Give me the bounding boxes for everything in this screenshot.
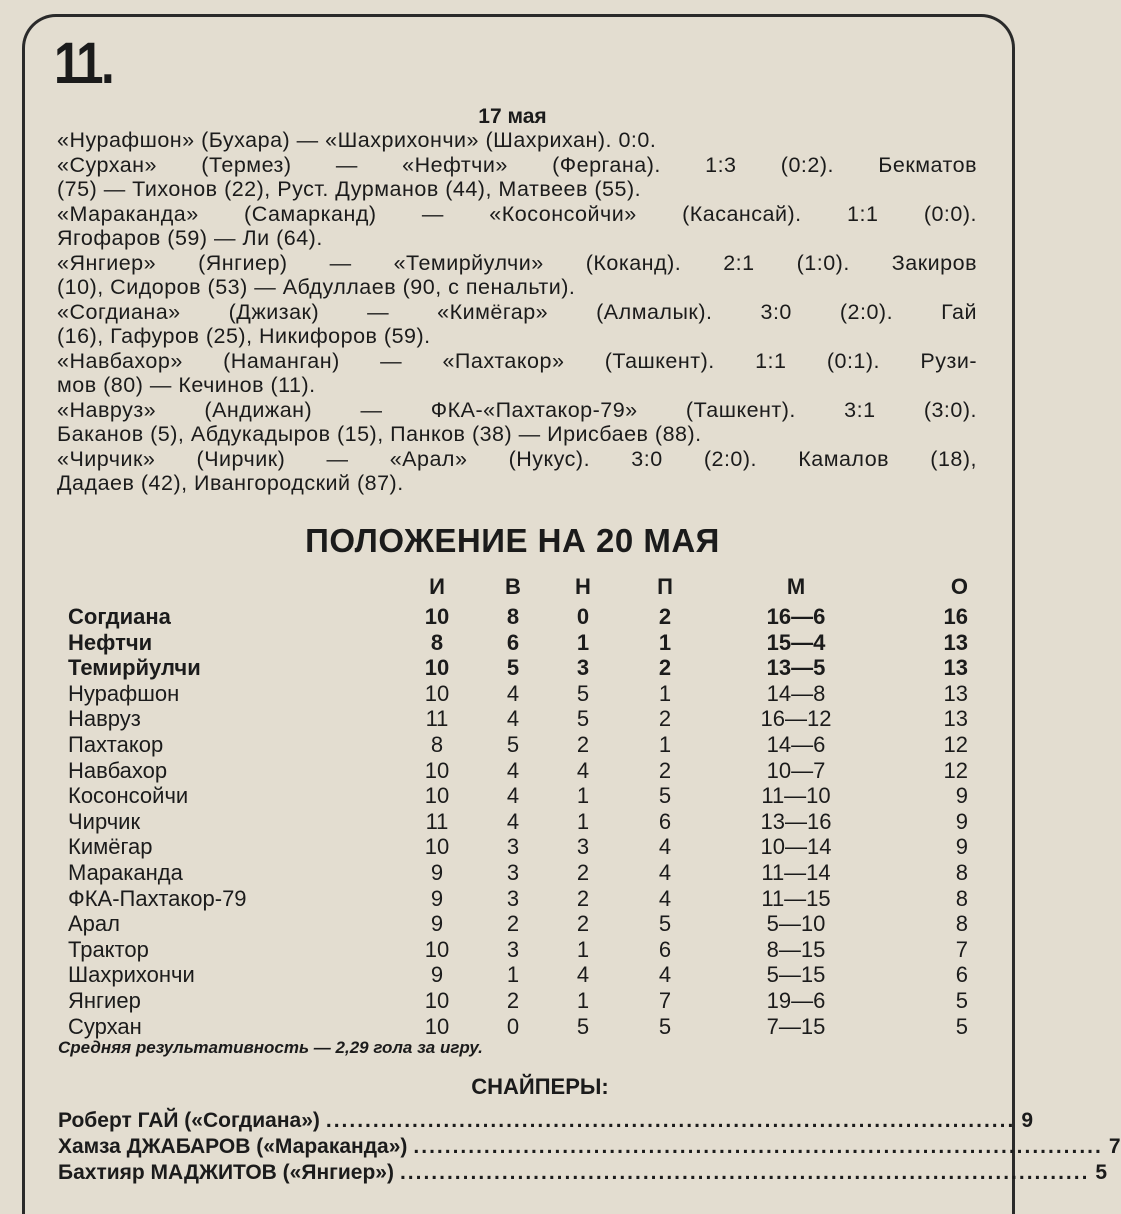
lost: 6 [658,808,672,834]
result-line: «Нурафшон» (Бухара) — «Шахрихончи» (Шахрихан). 0:0. [57,128,657,152]
played: 8 [430,731,444,757]
team-name: ФКА-Пахтакор-79 [68,885,247,911]
won: 5 [506,731,520,757]
played: 10 [424,1013,450,1039]
won: 2 [506,911,520,937]
won: 1 [506,962,520,988]
goals: 11—10 [761,783,831,809]
table-row [68,809,978,835]
result-line: Баканов (5), Абдукадыров (15), Панков (38) — Ирисбаев (88). [57,422,702,446]
drawn: 2 [576,885,590,911]
played: 9 [430,859,444,885]
drawn: 3 [576,655,590,681]
result-line: Ягофаров (59) — Ли (64). [57,226,323,250]
scorers-list [58,1108,1121,1186]
won: 2 [506,987,520,1013]
leader-dots: ........................................................................................ [325,1109,1016,1132]
team-name: Темирйулчи [68,655,201,681]
goals: 10—7 [766,757,826,783]
team-name: Навбахор [68,757,168,783]
table-row [68,886,978,912]
drawn: 4 [576,757,590,783]
table-row [68,630,978,656]
match-date: 17 мая [478,105,547,128]
leader-dots: ........................................................................................ [399,1161,1090,1184]
table-row [68,1014,978,1040]
points: 5 [955,987,968,1013]
lost: 7 [658,987,672,1013]
lost: 2 [658,604,672,629]
won: 8 [506,604,520,629]
drawn: 1 [576,629,590,655]
goals: 13—5 [766,655,826,681]
table-row [68,758,978,784]
scorers-title: СНАЙПЕРЫ: [471,1074,609,1099]
team-name: Сурхан [68,1013,142,1039]
col-header-won: В [505,574,521,599]
played: 10 [424,783,450,809]
team-name: Согдиана [68,604,171,629]
drawn: 4 [576,962,590,988]
played: 10 [424,604,450,629]
result-line: «Согдиана» (Джизак) — «Кимёгар» (Алмалык). 3:0 (2:0). Гай [57,299,977,324]
scorer-row [58,1108,1033,1134]
team-name: Шахрихончи [68,962,195,988]
team-name: Мараканда [68,859,183,885]
scorer-row [58,1160,1108,1186]
scorer-goals: 9 [1021,1109,1033,1132]
lost: 4 [658,885,672,911]
points: 13 [943,655,968,681]
team-name: Трактор [68,936,149,962]
scorer-name: Роберт ГАЙ («Согдиана») [58,1109,320,1132]
table-row [68,962,978,988]
played: 10 [424,680,450,706]
table-row [68,681,978,707]
drawn: 5 [576,1013,590,1039]
goals: 10—14 [760,834,832,860]
goals: 11—14 [761,859,831,885]
drawn: 1 [576,808,590,834]
result-line: мов (80) — Кечинов (11). [57,373,316,397]
points: 13 [943,629,968,655]
drawn: 1 [576,783,590,809]
goals: 7—15 [766,1013,826,1039]
drawn: 2 [576,731,590,757]
points: 13 [943,680,968,706]
lost: 4 [658,962,672,988]
drawn: 5 [576,680,590,706]
result-line: (16), Гафуров (25), Никифоров (59). [57,324,431,348]
standings-title: ПОЛОЖЕНИЕ НА 20 МАЯ [305,522,720,559]
won: 4 [506,783,520,809]
goals: 14—6 [766,731,826,757]
result-line: (75) — Тихонов (22), Руст. Дурманов (44), Матвеев (55). [57,177,642,201]
lost: 4 [658,834,672,860]
won: 4 [506,680,520,706]
scorer-name: Хамза ДЖАБАРОВ («Мараканда») [58,1135,408,1158]
team-name: Янгиер [68,987,141,1013]
team-name: Кимёгар [68,834,153,860]
goals: 16—12 [760,706,832,732]
table-row [68,834,978,860]
drawn: 3 [576,834,590,860]
result-line: Дадаев (42), Ивангородский (87). [57,471,404,495]
lost: 5 [658,1013,672,1039]
drawn: 5 [576,706,590,732]
col-header-played: И [429,574,445,599]
table-body [68,604,978,1039]
played: 9 [430,885,444,911]
points: 9 [955,808,968,834]
won: 5 [506,655,520,681]
average-note: Средняя результативность — 2,29 гола за игру. [58,1038,483,1057]
scorer-row [58,1134,1121,1160]
drawn: 1 [576,936,590,962]
goals: 8—15 [766,936,826,962]
result-line: «Янгиер» (Янгиер) — «Темирйулчи» (Коканд). 2:1 (1:0). Закиров [57,250,977,275]
played: 10 [424,987,450,1013]
drawn: 2 [576,859,590,885]
played: 10 [424,757,450,783]
match-results [57,128,977,496]
played: 9 [430,962,444,988]
table-row [68,604,978,630]
drawn: 1 [576,987,590,1013]
drawn: 0 [576,604,590,629]
goals: 5—10 [766,911,826,937]
col-header-lost: П [657,574,673,599]
leader-dots: ........................................................................................ [413,1135,1103,1158]
standings-table [68,570,978,1039]
won: 4 [506,706,520,732]
goals: 19—6 [766,987,826,1013]
scorer-name: Бахтияр МАДЖИТОВ («Янгиер») [58,1161,394,1184]
table-row [68,732,978,758]
lost: 4 [658,859,672,885]
table-row [68,860,978,886]
won: 4 [506,757,520,783]
scorer-goals: 5 [1095,1161,1108,1184]
team-name: Чирчик [68,808,141,834]
result-line: «Навбахор» (Наманган) — «Пахтакор» (Ташкент). 1:1 (0:1). Рузи- [57,348,977,373]
played: 9 [430,911,444,937]
points: 9 [955,834,968,860]
played: 11 [425,706,449,732]
result-line: «Чирчик» (Чирчик) — «Арал» (Нукус). 3:0 (2:0). Камалов (18), [57,446,977,471]
drawn: 2 [576,911,590,937]
won: 3 [506,936,520,962]
points: 7 [955,936,968,962]
table-row [68,706,978,732]
played: 10 [424,936,450,962]
team-name: Косонсойчи [68,783,189,809]
points: 8 [955,859,968,885]
won: 3 [506,885,520,911]
result-line: «Сурхан» (Термез) — «Нефтчи» (Фергана). 1:3 (0:2). Бекматов [57,152,977,177]
lost: 1 [658,629,672,655]
col-header-points: О [950,574,968,599]
goals: 13—16 [760,808,832,834]
points: 12 [943,757,968,783]
played: 10 [424,834,450,860]
points: 9 [955,783,968,809]
points: 8 [955,911,968,937]
points: 13 [943,706,968,732]
col-header-drawn: Н [575,574,591,599]
lost: 2 [658,706,672,732]
team-name: Нефтчи [68,629,153,655]
played: 10 [424,655,450,681]
points: 16 [943,604,968,629]
table-row [68,655,978,681]
won: 3 [506,859,520,885]
goals: 5—15 [766,962,826,988]
table-header [68,570,978,604]
won: 6 [506,629,520,655]
won: 4 [506,808,520,834]
played: 11 [425,808,449,834]
result-line: «Мараканда» (Самарканд) — «Косонсойчи» (Касансай). 1:1 (0:0). [57,201,977,226]
col-header-goals: М [786,574,806,599]
page-number: 11. [54,31,113,96]
team-name: Навруз [68,706,141,732]
goals: 11—15 [761,885,831,911]
points: 12 [943,731,968,757]
table-row [68,911,978,937]
result-line: (10), Сидоров (53) — Абдуллаев (90, с пенальти). [57,275,576,299]
team-name: Арал [68,911,120,937]
lost: 1 [658,731,672,757]
lost: 6 [658,936,672,962]
result-line: «Навруз» (Андижан) — ФКА-«Пахтакор-79» (Ташкент). 3:1 (3:0). [57,397,977,422]
won: 3 [506,834,520,860]
table-row [68,937,978,963]
team-name: Нурафшон [68,680,180,706]
played: 8 [430,629,444,655]
points: 8 [955,885,968,911]
table-row [68,988,978,1014]
lost: 2 [658,655,672,681]
lost: 5 [658,783,672,809]
won: 0 [506,1013,520,1039]
goals: 14—8 [766,680,826,706]
lost: 2 [658,757,672,783]
team-name: Пахтакор [68,731,164,757]
scorer-goals: 7 [1108,1135,1121,1158]
goals: 15—4 [766,629,826,655]
points: 5 [955,1013,968,1039]
points: 6 [955,962,968,988]
goals: 16—6 [766,604,826,629]
table-row [68,783,978,809]
lost: 5 [658,911,672,937]
lost: 1 [658,680,672,706]
